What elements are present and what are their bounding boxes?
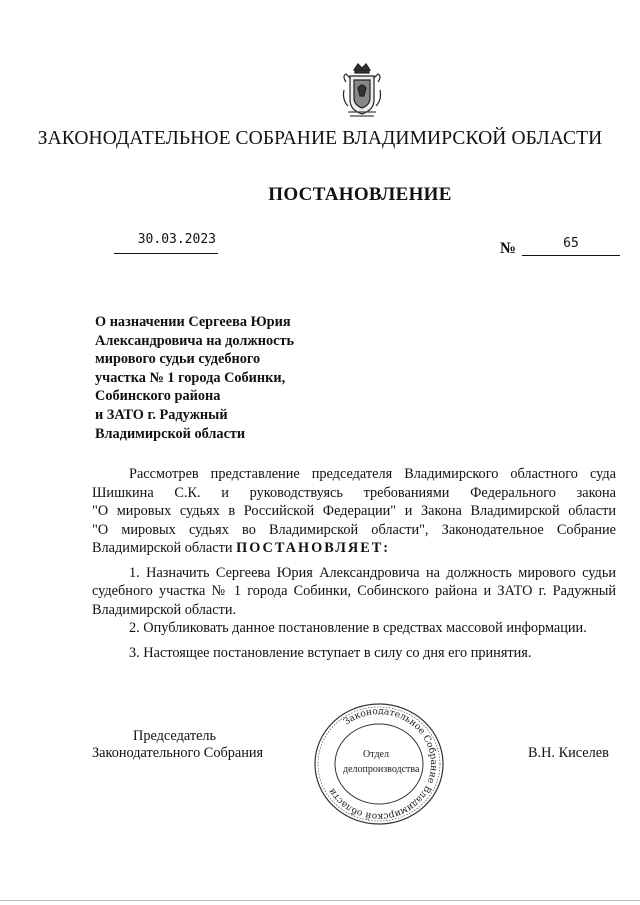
document-date: 30.03.2023 xyxy=(137,232,216,247)
resolution-item-3: 3. Настоящее постановление вступает в силу со дня его принятия. xyxy=(129,644,532,661)
document-body xyxy=(92,465,616,662)
preamble-line: Шишкина С.К. и руководствуясь требованиями Федерального закона xyxy=(92,484,616,501)
subject-line: и ЗАТО г. Радужный xyxy=(95,406,228,423)
stamp-center-line2: делопроизводства xyxy=(343,764,420,775)
number-underline xyxy=(522,255,620,256)
document-subject xyxy=(95,313,355,443)
signer-title-line2: Законодательного Собрания xyxy=(92,745,264,761)
resolves-colon: : xyxy=(383,540,389,556)
preamble-line: "О мировых судьях во Владимирской области", Законодательное Собрание xyxy=(92,521,616,538)
subject-line: участка № 1 города Собинки, xyxy=(95,369,286,386)
stamp-center-line1: Отдел xyxy=(363,749,389,760)
document-type: ПОСТАНОВЛЕНИЕ xyxy=(268,184,452,205)
resolution-item-1: 1. Назначить Сергеева Юрия Александровича на должность мирового судьи судебного участка № 1 города Собинки, Собинского района и ЗАТО г. Радужный Владимирской области. xyxy=(92,564,616,618)
office-stamp xyxy=(313,702,445,826)
stamp-ring-text: Законодательное Собрание Владимирской области xyxy=(326,705,440,823)
subject-line: Владимирской области xyxy=(95,425,246,442)
preamble-region: Владимирской области xyxy=(92,540,233,556)
organization-title: ЗАКОНОДАТЕЛЬНОЕ СОБРАНИЕ ВЛАДИМИРСКОЙ ОБЛАСТИ xyxy=(37,128,603,149)
document-number: 65 xyxy=(563,236,579,251)
preamble-line: "О мировых судьях в Российской Федерации" и Закона Владимирской области xyxy=(92,503,616,519)
signer-title-line1: Председатель xyxy=(133,728,217,744)
resolves-keyword: ПОСТАНОВЛЯЕТ xyxy=(236,540,384,556)
subject-line: О назначении Сергеева Юрия xyxy=(95,314,291,330)
signer-name: В.Н. Киселев xyxy=(528,745,609,761)
number-sign: № xyxy=(500,240,517,257)
subject-line: Александровича на должность xyxy=(95,332,295,349)
page-bottom-border xyxy=(0,900,640,901)
preamble-last-line xyxy=(92,539,616,558)
preamble-line: Рассмотрев представление председателя Владимирского областного суда xyxy=(129,466,616,482)
subject-line: мирового судьи судебного xyxy=(95,351,261,368)
date-underline xyxy=(114,253,218,254)
coat-of-arms-icon xyxy=(340,60,384,122)
resolution-item-2: 2. Опубликовать данное постановление в средствах массовой информации. xyxy=(129,620,587,636)
subject-line: Собинского района xyxy=(95,388,221,405)
